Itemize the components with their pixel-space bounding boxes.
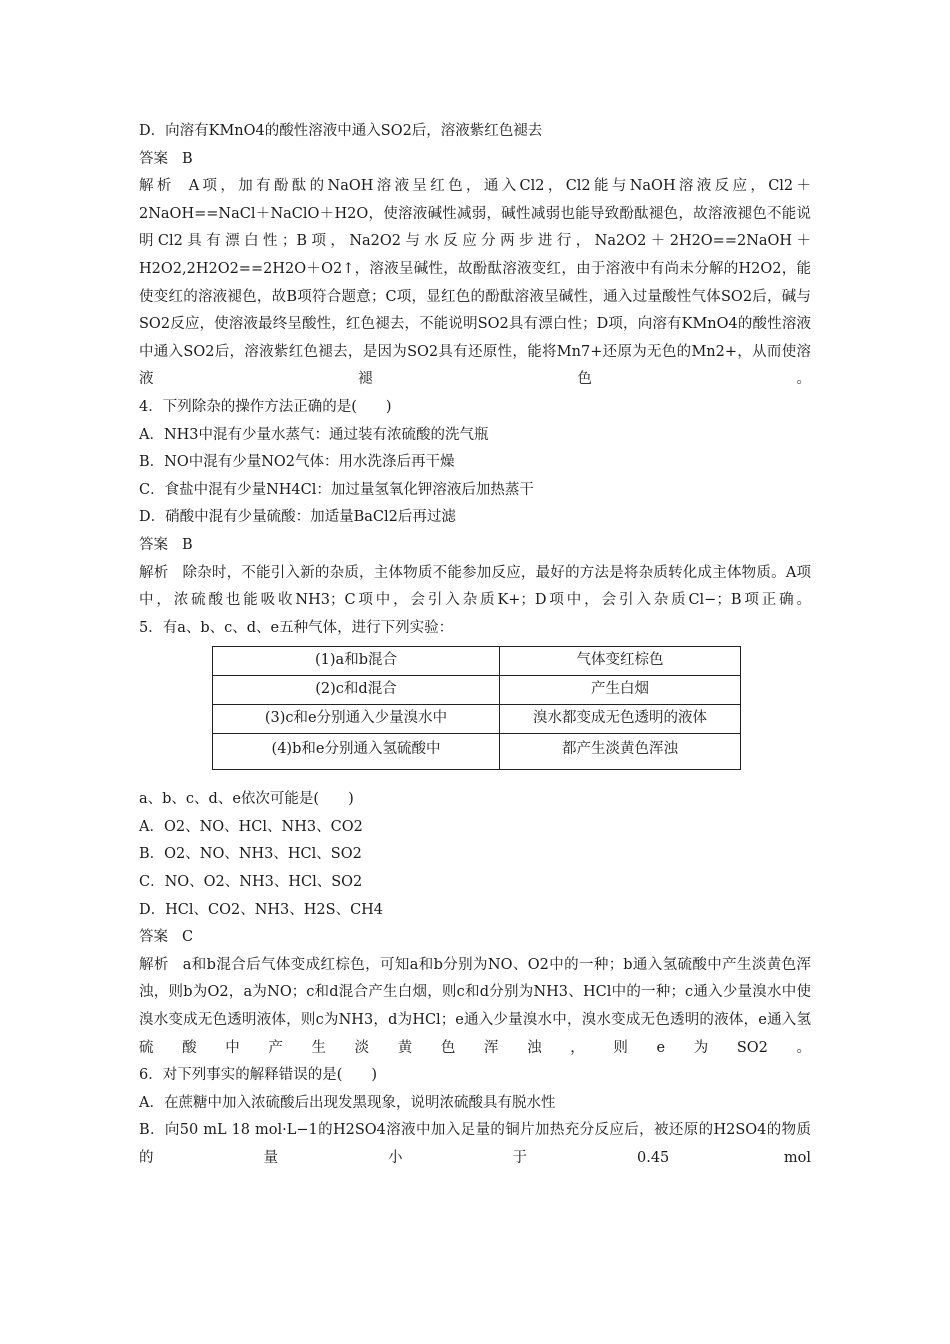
table-cell-exp: (1)a和b混合 — [213, 647, 500, 676]
table-row — [213, 676, 741, 705]
answer-label: 答案 — [139, 929, 168, 946]
answer-value: B — [182, 536, 193, 553]
table-cell-exp: (4)b和e分别通入氢硫酸中 — [213, 734, 500, 770]
q4-analysis — [139, 560, 811, 615]
table-cell-result: 产生白烟 — [500, 676, 741, 705]
q4-option-b: B．NO中混有少量NO2气体：用水洗涤后再干燥 — [139, 454, 455, 471]
q3-analysis — [139, 173, 811, 394]
analysis-text: 除杂时，不能引入新的杂质，主体物质不能参加反应，最好的方法是将杂质转化成主体物质。A项中，浓硫酸也能吸收NH3；C项中，会引入杂质K+；D项中，会引入杂质Cl−；B项正确。 — [139, 564, 812, 609]
analysis-label: 解析 — [139, 956, 169, 973]
answer-value: C — [182, 929, 194, 946]
q4-option-c: C．食盐中混有少量NH4Cl：加过量氢氧化钾溶液后加热蒸干 — [139, 481, 534, 498]
q6-option-b: B．向50 mL 18 mol·L−1的H2SO4溶液中加入足量的铜片加热充分反应后，被还原的H2SO4的物质的量小于0.45 mol — [139, 1122, 811, 1166]
table-cell-exp: (2)c和d混合 — [213, 676, 500, 705]
q3-answer — [139, 146, 811, 174]
q5-analysis — [139, 952, 811, 1062]
spacer — [139, 770, 811, 786]
q4-option-d: D．硝酸中混有少量硫酸：加适量BaCl2后再过滤 — [139, 509, 456, 526]
table-cell-exp: (3)c和e分别通入少量溴水中 — [213, 705, 500, 734]
table-row — [213, 705, 741, 734]
table-row — [213, 647, 741, 676]
analysis-label: 解析 — [139, 564, 169, 581]
table-row — [213, 734, 741, 770]
q5-question: a、b、c、d、e依次可能是( ) — [139, 791, 354, 808]
analysis-text: A项，加有酚酞的NaOH溶液呈红色，通入Cl2，Cl2能与NaOH溶液反应，Cl2＋2NaOH==NaCl＋NaClO＋H2O，使溶液碱性减弱，碱性减弱也能导致酚酞褪色，故溶液褪色不能说明Cl2具有漂白性；B项，Na2O2与水反应分两步进行，Na2O2＋2H2O==2NaOH＋H2O2,2H2O2==2H2O＋O2↑，溶液呈碱性，故酚酞溶液变红，由于溶液中有尚未分解的H2O2，能使变红的溶液褪色，故B项符合题意；C项，显红色的酚酞溶液呈碱性，通入过量酸性气体SO2后，碱与SO2反应，使溶液最终呈酸性，红色褪去，不能说明SO2具有漂白性；D项，向溶有KMnO4的酸性溶液中通入SO2后，溶液紫红色褪去，是因为SO2具有还原性，能将Mn7+还原为无色的Mn2+，从而使溶液褪色。 — [139, 178, 812, 388]
q6-stem: 6．对下列事实的解释错误的是( ) — [139, 1067, 378, 1084]
q5-option-c: C．NO、O2、NH3、HCl、SO2 — [139, 874, 363, 891]
q5-answer — [139, 924, 811, 952]
q6-option-a: A．在蔗糖中加入浓硫酸后出现发黑现象，说明浓硫酸具有脱水性 — [139, 1094, 556, 1111]
q5-option-b: B．O2、NO、NH3、HCl、SO2 — [139, 846, 362, 863]
q4-option-a: A．NH3中混有少量水蒸气：通过装有浓硫酸的洗气瓶 — [139, 426, 489, 443]
q5-option-a: A．O2、NO、HCl、NH3、CO2 — [139, 818, 363, 835]
analysis-text: a和b混合后气体变成红棕色，可知a和b分别为NO、O2中的一种；b通入氢硫酸中产生淡黄色浑浊，则b为O2，a为NO；c和d混合产生白烟，则c和d分别为NH3、HCl中的一种；c通入少量溴水中使溴水变成无色透明液体，则c为NH3，d为HCl；e通入少量溴水中，溴水变成无色透明的液体，e通入氢硫酸中产生淡黄色浑浊，则e为SO2。 — [139, 956, 812, 1056]
table-cell-result: 都产生淡黄色浑浊 — [500, 734, 741, 770]
table-cell-result: 溴水都变成无色透明的液体 — [500, 705, 741, 734]
document-content — [139, 118, 811, 1173]
q4-answer — [139, 532, 811, 560]
answer-value: B — [182, 150, 193, 167]
table-cell-result: 气体变红棕色 — [500, 647, 741, 676]
answer-label: 答案 — [139, 150, 168, 167]
q4-stem: 4．下列除杂的操作方法正确的是( ) — [139, 398, 392, 415]
q5-experiment-table — [212, 646, 741, 770]
q5-option-d: D．HCl、CO2、NH3、H2S、CH4 — [139, 901, 384, 918]
q3-option-d: D．向溶有KMnO4的酸性溶液中通入SO2后，溶液紫红色褪去 — [139, 123, 543, 139]
answer-label: 答案 — [139, 536, 168, 553]
q5-stem: 5．有a、b、c、d、e五种气体，进行下列实验： — [139, 619, 454, 636]
analysis-label: 解析 — [139, 178, 175, 195]
